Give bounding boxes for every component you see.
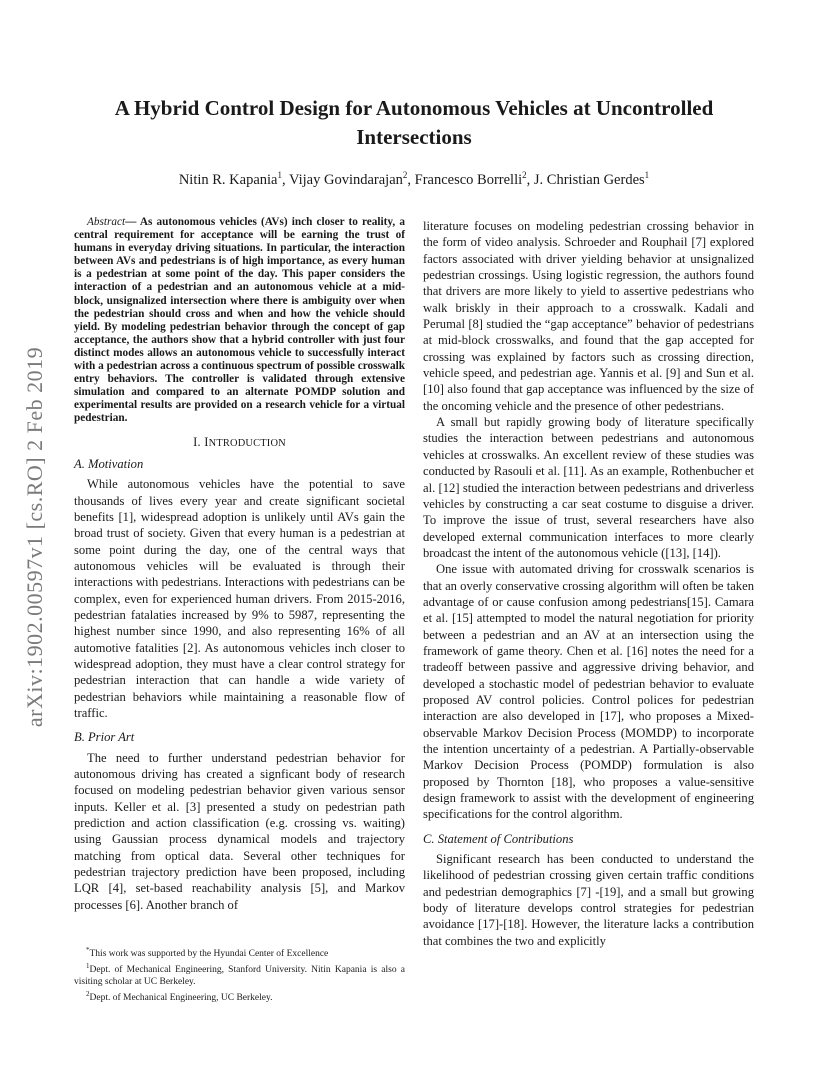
footnote-text: Dept. of Mechanical Engineering, UC Berkeley. [89, 993, 273, 1004]
footnote [74, 988, 405, 1004]
author [534, 172, 649, 188]
footnotes [74, 944, 405, 1004]
abstract-text: As autonomous vehicles (AVs) inch closer to reality, a central requirement for acceptance will be earning the trust of humans in everyday driving situations. In particular, the interaction between AVs and pedestrians is of high importance, as every human is a pedestrian at some point of the day. This paper considers the interaction of a pedestrian and an autonomous vehicle at a mid-block, unsignalized intersection where there is ambiguity over when the pedestrian should cross and when and how the vehicle should yield. By modeling pedestrian behavior through the concept of gap acceptance, the authors show that a hybrid controller with just four distinct modes allows an autonomous vehicle to successfully interact with a pedestrian across a continuous spectrum of possible crosswalk entry behaviors. The controller is validated through extensive simulation and compared to an alternate POMDP solution and experimental results are provided on a research vehicle for a virtual pedestrian. [74, 216, 405, 425]
author-name: Vijay Govindarajan [289, 171, 403, 188]
section-numeral: I. [193, 434, 205, 449]
footnote-mark: 2 [86, 990, 90, 999]
subsection-heading-contributions: C. Statement of Contributions [423, 831, 574, 846]
subsection-heading-motivation: A. Motivation [74, 456, 144, 471]
author-name: Nitin R. Kapania [178, 171, 278, 188]
section-title-rest: NTRODUCTION [208, 437, 286, 449]
footnote-text: This work was supported by the Hyundai Center of Excellence [89, 949, 329, 960]
paragraph-continued: literature focuses on modeling pedestrian crossing behavior in the form of video analysis. Schroeder and Rouphail [7] explored factors associated with driver yielding behavior at unsignalized pedestrian crossings. Using logistic regression, the authors found that drivers are more likely to yield to assertive pedestrians who walk briskly in their approach to a crosswalk. Kadali and Perumal [8] studied the “gap acceptance” behavior of pedestrians at mid-block crosswalks, and found that the gap accepted for crossing was explained by factors such as crossing direction, vehicle speed, and pedestrian age. Yannis et al. [9] and Sun et al.[10] also found that gap acceptance was influenced by the size of the oncoming vehicle and the presence of other pedestrians. [423, 219, 754, 413]
section-initial: I [204, 434, 209, 449]
author-separator: , [526, 171, 534, 188]
affiliation-mark: 1 [644, 170, 650, 180]
footnote [74, 960, 405, 988]
affiliation-mark: 2 [522, 170, 527, 180]
author-list [80, 170, 748, 189]
abstract [74, 216, 405, 426]
paragraph-interaction-studies: A small but rapidly growing body of literature specifically studies the interaction between pedestrians and autonomous vehicles at crosswalks. An excellent review of these studies was conducted by Rasouli et al. [11]. As an example, Rothenbucher et al. [12] studied the interaction between pedestrians and driverless vehicles by constructing a car seat costume to disguise a driver. To improve the issue of trust, several researchers have also developed external communication interfaces to more clearly broadcast the intent of the autonomous vehicle ([13], [14]). [423, 415, 754, 560]
author-separator: , [407, 171, 415, 188]
author-name: Francesco Borrelli [414, 171, 523, 188]
paragraph-control-approaches: One issue with automated driving for crosswalk scenarios is that an overly conservative crossing algorithm will often be taken advantage of or cause confusion among pedestrians[15]. Camara et al. [15] attempted to model the natural negotiation for priority between a pedestrian and an AV at an intersection using the framework of game theory. Chen et al. [16] notes the need for a tradeoff between passive and aggressive driving behavior, and developed a stochastic model of pedestrian behavior to evaluate proposed AV control policies. Control polices for pedestrian interaction are also developed in [17], who proposes a Mixed-observable Markov Decision Process (MOMDP) to incorporate the intention uncertainty of a pedestrian. A Partially-observable Markov Decision Process (POMDP) formulation is also proposed by Thornton [18], who proposes a value-sensitive design framework to assist with the development of engineering specifications for the control algorithm. [423, 562, 754, 822]
abstract-dash: — [125, 216, 137, 228]
footnote-mark: 1 [86, 962, 90, 971]
author [289, 172, 415, 188]
paragraph-motivation: While autonomous vehicles have the potential to save thousands of lives every year and create significant societal benefits [1], widespread adoption is unlikely until AVs gain the broad trust of society. Given that every human is a pedestrian at some point during the day, one of the central ways that autonomous vehicles will be evaluated is through their interactions with pedestrians. Interactions with pedestrians can be complex, even for experienced human drivers. From 2015-2016, pedestrian fatalaties increased by 9% to 5987, representing the highest number since 1990, and also representing 16% of all automotive fatalities [2]. As autonomous vehicles inch closer to widespread adoption, they must have a clear control strategy for pedestrian interaction that can handle a wide variety of pedestrian behaviors while maintaining a reasonable flow of traffic. [74, 477, 405, 720]
arxiv-side-stamp [10, 292, 60, 782]
author [415, 172, 534, 188]
section-heading-introduction [74, 434, 405, 452]
author [179, 172, 289, 188]
author-name: J. Christian Gerdes [533, 171, 645, 188]
left-column [74, 216, 405, 913]
arxiv-identifier: arXiv:1902.00597v1 [cs.RO] 2 Feb 2019 [22, 346, 47, 728]
footnote [74, 944, 405, 960]
abstract-label: Abstract [87, 216, 126, 228]
footnote-text: Dept. of Mechanical Engineering, Stanford University. Nitin Kapania is also a visiting scholar at UC Berkeley. [74, 965, 405, 988]
right-column [423, 218, 754, 949]
author-separator: , [282, 171, 289, 188]
paragraph-contributions: Significant research has been conducted to understand the likelihood of pedestrian crossing given certain traffic conditions and pedestrian demographics [7] -[19], and a small but growing body of literature develops control strategies for pedestrian avoidance [17]-[18]. However, the literature lacks a contribution that combines the two and explicitly [423, 852, 754, 948]
affiliation-mark: 1 [277, 170, 282, 180]
affiliation-mark: 2 [402, 170, 408, 180]
subsection-heading-prior-art: B. Prior Art [74, 730, 135, 745]
paragraph-prior-art: The need to further understand pedestrian behavior for autonomous driving has created a signficant body of research focused on modeling pedestrian behavior given various sensor inputs. Keller et al. [3] presented a study on pedestrian path prediction and action classification (e.g. crossing vs. waiting) using Gaussian process dynamical models and trajectory matching from optical data. Several other techniques for pedestrian trajectory prediction have been proposed, including LQR [4], set-based reachability analysis [5], and Markov processes [6]. Another branch of [74, 750, 405, 912]
footnote-mark: * [86, 946, 90, 954]
paper-title: A Hybrid Control Design for Autonomous Vehicles at Uncontrolled Intersections [114, 96, 714, 150]
